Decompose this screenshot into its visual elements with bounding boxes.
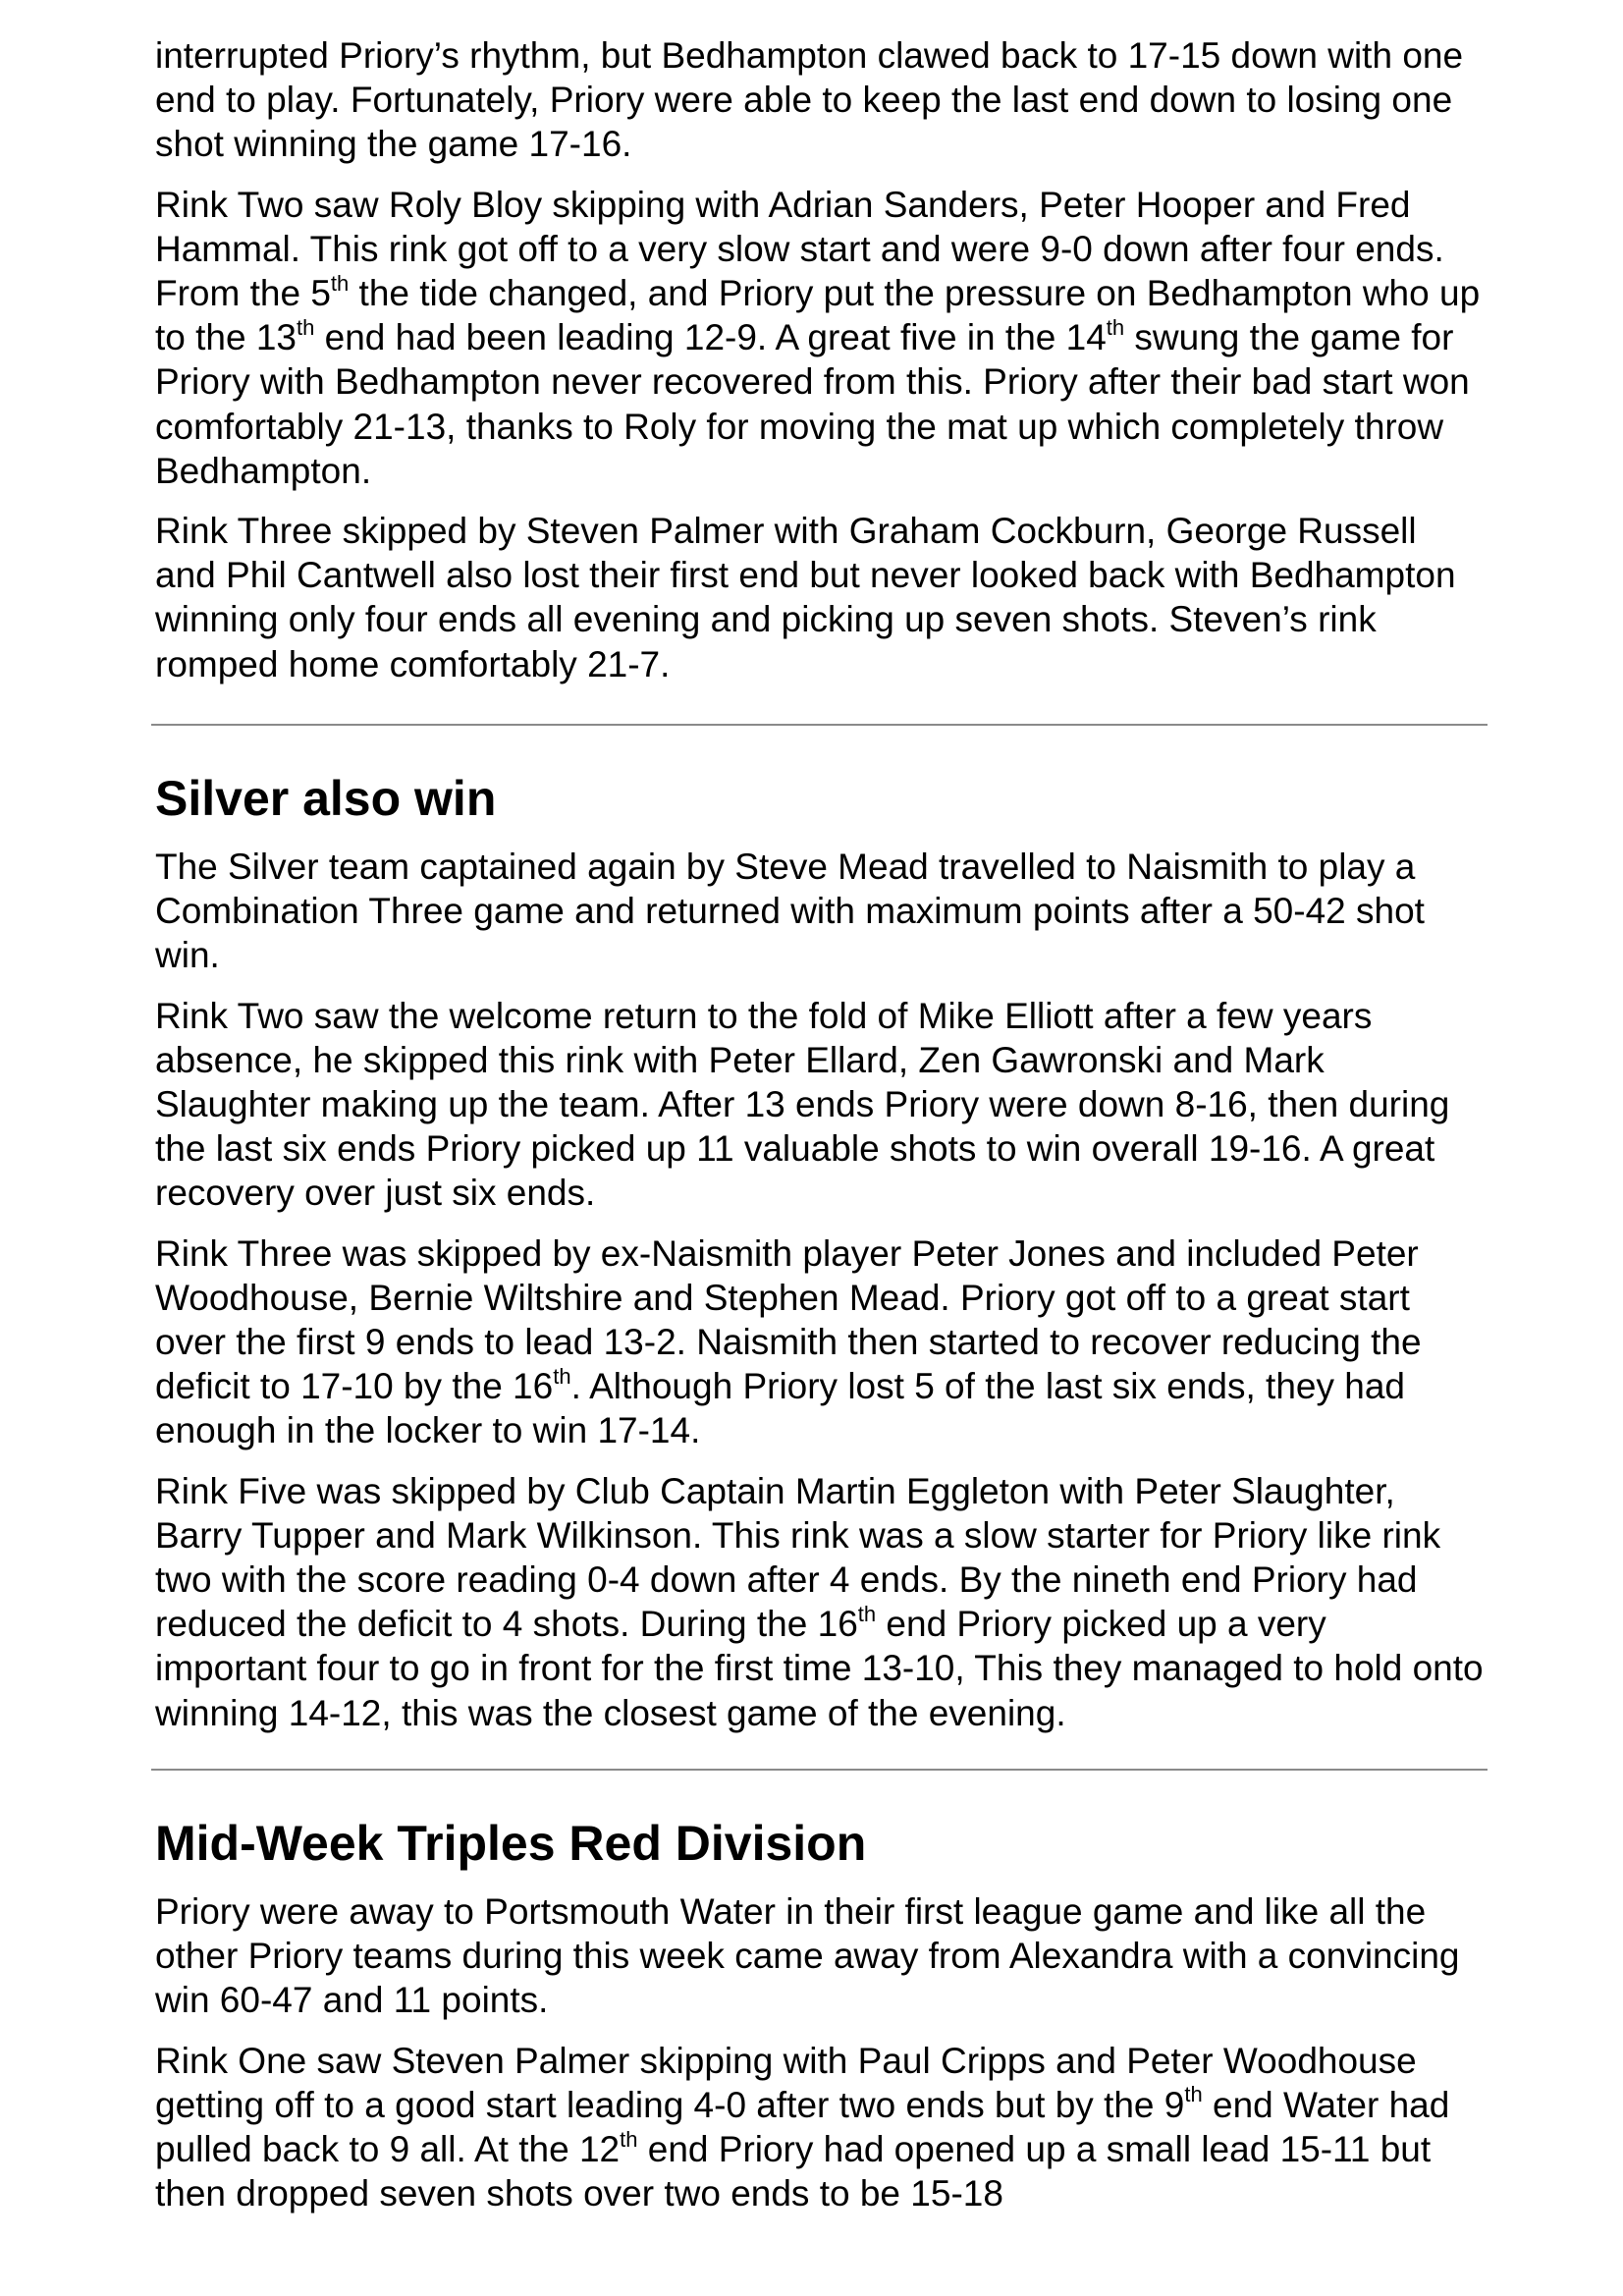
report-paragraph (155, 509, 1487, 686)
ordinal-suffix: th (553, 1363, 571, 1389)
paragraph-text: The Silver team captained again by Steve Mead travelled to Naismith to play a Combination Three game and returned with maximum points after a 50-42 shot win. (155, 847, 1425, 976)
report-paragraph (155, 33, 1487, 167)
report-section-silver (155, 845, 1487, 1751)
report-paragraph (155, 1469, 1487, 1735)
paragraph-text: end Priory picked up a very important four to go in front for the first time 13-10, This they managed to hold onto winning 14-12, this was the closest game of the evening. (155, 1604, 1484, 1733)
report-section-midweek (155, 1889, 1487, 2231)
ordinal-suffix: th (620, 2126, 638, 2152)
paragraph-text: end Water had pulled back to 9 all. At the 12 (155, 2084, 1450, 2170)
paragraph-text: . Although Priory lost 5 of the last six ends, they had enough in the locker to win 17-14. (155, 1366, 1406, 1451)
report-paragraph (155, 1231, 1487, 1453)
paragraph-text: end Priory had opened up a small lead 15-11 but then dropped seven shots over two ends to be 15-18 (155, 2129, 1432, 2214)
paragraph-text: interrupted Priory’s rhythm, but Bedhampton clawed back to 17-15 down with one end to play. Fortunately, Priory were able to keep the last end down to losing one shot winning the game 17-16. (155, 35, 1464, 165)
ordinal-suffix: th (330, 270, 350, 296)
report-paragraph (155, 183, 1487, 493)
heading-mid-week-triples-red-division: Mid-Week Triples Red Division (155, 1816, 867, 1871)
paragraph-text: swung the game for Priory with Bedhampton never recovered from this. Priory after their bad start won comfortably 21-13, thanks to Roly for moving the mat up which completely throw Bedhampton. (155, 317, 1470, 491)
paragraph-text: Rink Two saw the welcome return to the fold of Mike Elliott after a few years absence, he skipped this rink with Peter Ellard, Zen Gawronski and Mark Slaughter making up the team. After 13 ends Priory were down 8-16, then during the last six ends Priory picked up 11 valuable shots to win overall 19-16. A great recovery over just six ends. (155, 995, 1450, 1214)
report-paragraph (155, 1889, 1487, 2023)
ordinal-suffix: th (1106, 314, 1125, 340)
ordinal-suffix: th (857, 1601, 877, 1626)
paragraph-text: Rink One saw Steven Palmer skipping with Paul Cripps and Peter Woodhouse getting off to a good start leading 4-0 after two ends but by the 9 (155, 2040, 1417, 2125)
heading-silver-also-win: Silver also win (155, 771, 497, 826)
paragraph-text: end had been leading 12-9. A great five in the 14 (314, 317, 1107, 358)
paragraph-text: Rink Five was skipped by Club Captain Martin Eggleton with Peter Slaughter, Barry Tupper and Mark Wilkinson. This rink was a slow starter for Priory like rink two with the score reading 0-4 down after 4 ends. By the nineth end Priory had reduced the deficit to 4 shots. During the 16 (155, 1470, 1441, 1645)
report-section-intro (155, 33, 1487, 702)
ordinal-suffix: th (1184, 2082, 1203, 2107)
section-divider (151, 1769, 1488, 1771)
ordinal-suffix: th (297, 314, 315, 340)
section-divider (151, 724, 1488, 726)
paragraph-text: Rink Two saw Roly Bloy skipping with Adrian Sanders, Peter Hooper and Fred Hammal. This rink got off to a very slow start and were 9-0 down after four ends. From the 5 (155, 184, 1444, 314)
paragraph-text: the tide changed, and Priory put the pressure on Bedhampton who up to the 13 (155, 273, 1481, 358)
report-paragraph (155, 994, 1487, 1216)
paragraph-text: Priory were away to Portsmouth Water in their first league game and like all the other Priory teams during this week came away from Alexandra with a convincing win 60-47 and 11 points. (155, 1891, 1460, 2021)
report-paragraph (155, 845, 1487, 978)
report-paragraph (155, 2039, 1487, 2216)
paragraph-text: Rink Three was skipped by ex-Naismith player Peter Jones and included Peter Woodhouse, Bernie Wiltshire and Stephen Mead. Priory got off to a great start over the first 9 ends to lead 13-2. Naismith then started to recover reducing the deficit to 17-10 by the 16 (155, 1232, 1422, 1407)
paragraph-text: Rink Three skipped by Steven Palmer with Graham Cockburn, George Russell and Phil Cantwell also lost their first end but never looked back with Bedhampton winning only four ends all evening and picking up seven shots. Steven’s rink romped home comfortably 21-7. (155, 511, 1456, 684)
